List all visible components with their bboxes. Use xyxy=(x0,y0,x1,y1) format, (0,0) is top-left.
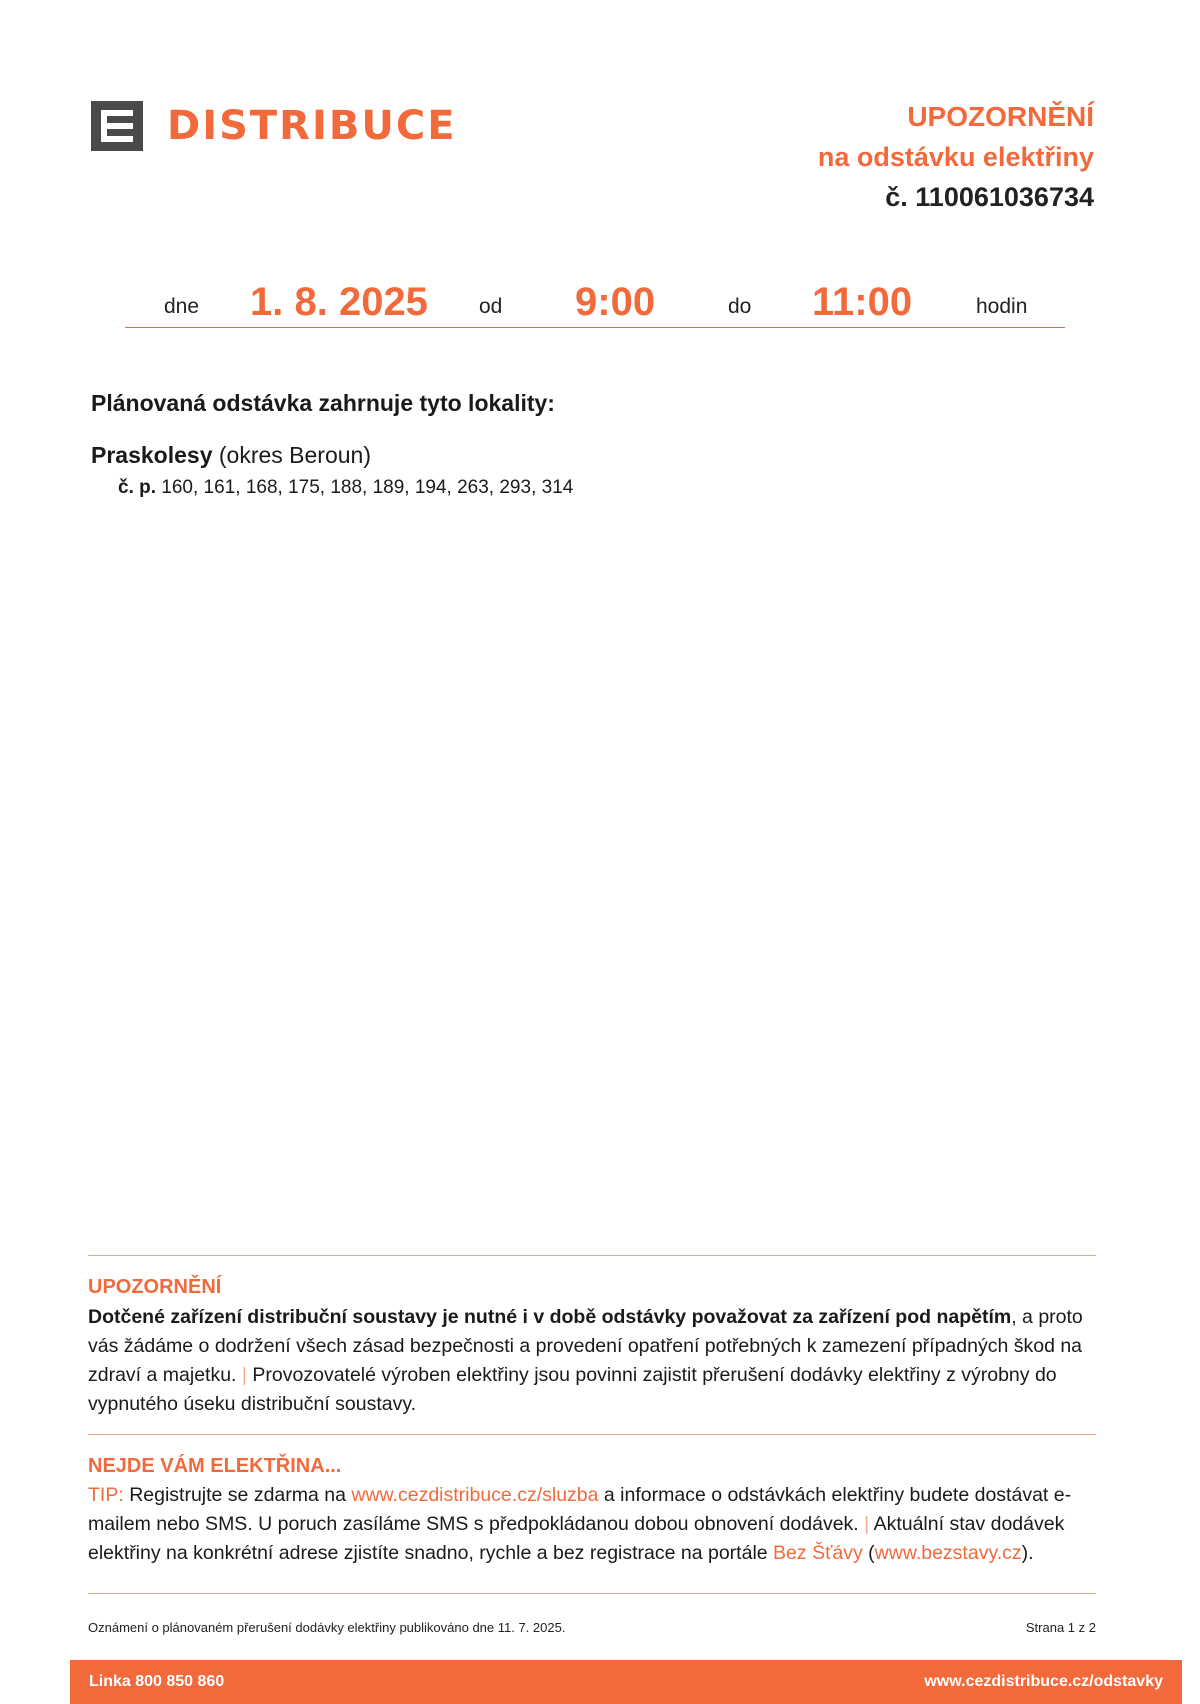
tip-label: TIP: xyxy=(88,1484,124,1506)
logo-text: DISTRIBUCE xyxy=(167,103,457,149)
separator: | xyxy=(241,1364,247,1386)
tip-text-1: Registrujte se zdarma na xyxy=(129,1484,346,1506)
service-link[interactable]: www.cezdistribuce.cz/sluzba xyxy=(351,1484,599,1506)
day-label: dne xyxy=(164,295,200,318)
notice-number: č. 110061036734 xyxy=(885,182,1094,212)
to-time: 11:00 xyxy=(812,280,913,324)
cez-logo-icon xyxy=(91,101,143,151)
bezstavy-link[interactable]: www.bezstavy.cz xyxy=(874,1542,1022,1564)
divider xyxy=(88,1593,1096,1594)
brand-name: Bez Šťávy xyxy=(773,1542,863,1564)
warning-text-2: Provozovatelé výroben elektřiny jsou povinni zajistit přerušení dodávky elektřiny z výrobny do vypnutého úseku distribuční soustavy. xyxy=(88,1364,1057,1415)
place-name: Praskolesy xyxy=(91,442,213,468)
company-logo xyxy=(91,101,457,151)
to-label: do xyxy=(728,295,752,318)
tip-text xyxy=(88,1481,1098,1568)
locations-heading: Plánovaná odstávka zahrnuje tyto lokality: xyxy=(91,390,555,416)
separator: | xyxy=(864,1513,870,1535)
close-paren: ). xyxy=(1021,1542,1034,1564)
outages-website-link[interactable]: www.cezdistribuce.cz/odstavky xyxy=(924,1673,1163,1690)
tip-text-2: a informace o odstávkách elektřiny budete dostávat e-mailem nebo SMS. U poruch zasíláme SMS s předpokládanou dobou obnovení dodávek. xyxy=(88,1484,1072,1535)
from-label: od xyxy=(479,295,503,318)
divider xyxy=(88,1434,1096,1435)
tip-text-3: Aktuální stav dodávek elektřiny na konkrétní adrese zjistíte snadno, rychle a bez registrace na portále xyxy=(88,1513,1065,1564)
open-paren: ( xyxy=(868,1542,875,1564)
published-note: Oznámení o plánovaném přerušení dodávky elektřiny publikováno dne 11. 7. 2025. xyxy=(88,1620,566,1635)
footer-bar xyxy=(70,1660,1182,1704)
hotline[interactable]: Linka 800 850 860 xyxy=(89,1673,225,1690)
from-time: 9:00 xyxy=(575,280,656,324)
place-district: (okres Beroun) xyxy=(218,442,371,468)
warning-bold-text: Dotčené zařízení distribuční soustavy je nutné i v době odstávky považovat za zařízení pod napětím xyxy=(88,1306,1012,1328)
hours-label: hodin xyxy=(976,295,1028,318)
house-number-list: 160, 161, 168, 175, 188, 189, 194, 263, 293, 314 xyxy=(161,477,574,498)
outage-dateline xyxy=(125,275,1065,328)
outage-date: 1. 8. 2025 xyxy=(250,280,428,324)
notice-header xyxy=(818,97,1094,217)
location-place xyxy=(91,442,371,469)
warning-text-1: , a proto vás žádáme o dodržení všech zásad bezpečnosti a provedení opatření potřebných k zamezení případných škod na zdraví a majetku. xyxy=(88,1306,1083,1386)
house-numbers xyxy=(118,477,573,499)
notice-subtitle: na odstávku elektřiny xyxy=(817,142,1094,172)
warning-text xyxy=(88,1303,1098,1419)
divider xyxy=(88,1255,1096,1256)
notice-title: UPOZORNĚNÍ xyxy=(907,101,1094,132)
page-number: Strana 1 z 2 xyxy=(1025,1620,1096,1635)
house-label: č. p. xyxy=(118,477,157,498)
warning-title: UPOZORNĚNÍ xyxy=(88,1276,222,1298)
tip-title: NEJDE VÁM ELEKTŘINA... xyxy=(88,1455,342,1477)
